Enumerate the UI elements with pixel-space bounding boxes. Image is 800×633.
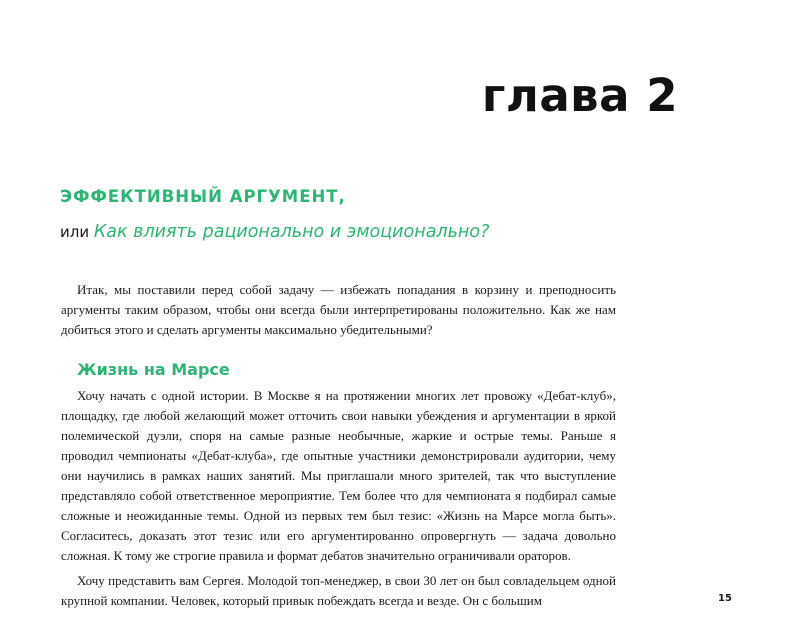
chapter-subheading (60, 219, 489, 246)
chapter-heading: ЭФФЕКТИВНЫЙ АРГУМЕНТ, (60, 187, 346, 206)
section-body (61, 386, 616, 611)
body-paragraph: Хочу представить вам Сергея. Молодой топ-менеджер, в свои 30 лет он был совладельцем одной крупной компании. Человек, который привык побеждать всегда и везде. Он с большим (61, 573, 616, 608)
page-number: 15 (718, 593, 732, 604)
intro-paragraph: Итак, мы поставили перед собой задачу — избежать попадания в корзину и преподносить аргументы таким образом, чтобы они всегда были интерпретированы положительно. Как же нам добиться этого и сделать аргументы максимально убедительными? (61, 282, 616, 337)
subheading-prefix: или (60, 223, 94, 241)
chapter-title: глава 2 (481, 69, 678, 122)
section-title: Жизнь на Марсе (77, 360, 230, 379)
body-paragraph: Хочу начать с одной истории. В Москве я на протяжении многих лет провожу «Дебат-клуб», площадку, где любой желающий может отточить свои навыки убеждения и аргументации в яркой полемической дуэли, споря на самые разные необычные, жаркие и острые темы. Раньше я проводил чемпионаты «Дебат-клуба», где опытные участники демонстрировали аудитории, чему они научились в рамках наших занятий. Мы приглашали много зрителей, так что выступление представляло собой ответственное мероприятие. Тем более что для чемпионата я подбирал самые сложные и неожиданные темы. Одной из первых тем был тезис: «Жизнь на Марсе могла быть». Согласитесь, доказать этот тезис или его аргументированно опровергнуть — задача довольно сложная. К тому же строгие правила и формат дебатов значительно ограничивали ораторов. (61, 388, 616, 563)
subheading-italic: Как влиять рационально и эмоционально? (93, 222, 490, 242)
intro-text (61, 280, 616, 340)
